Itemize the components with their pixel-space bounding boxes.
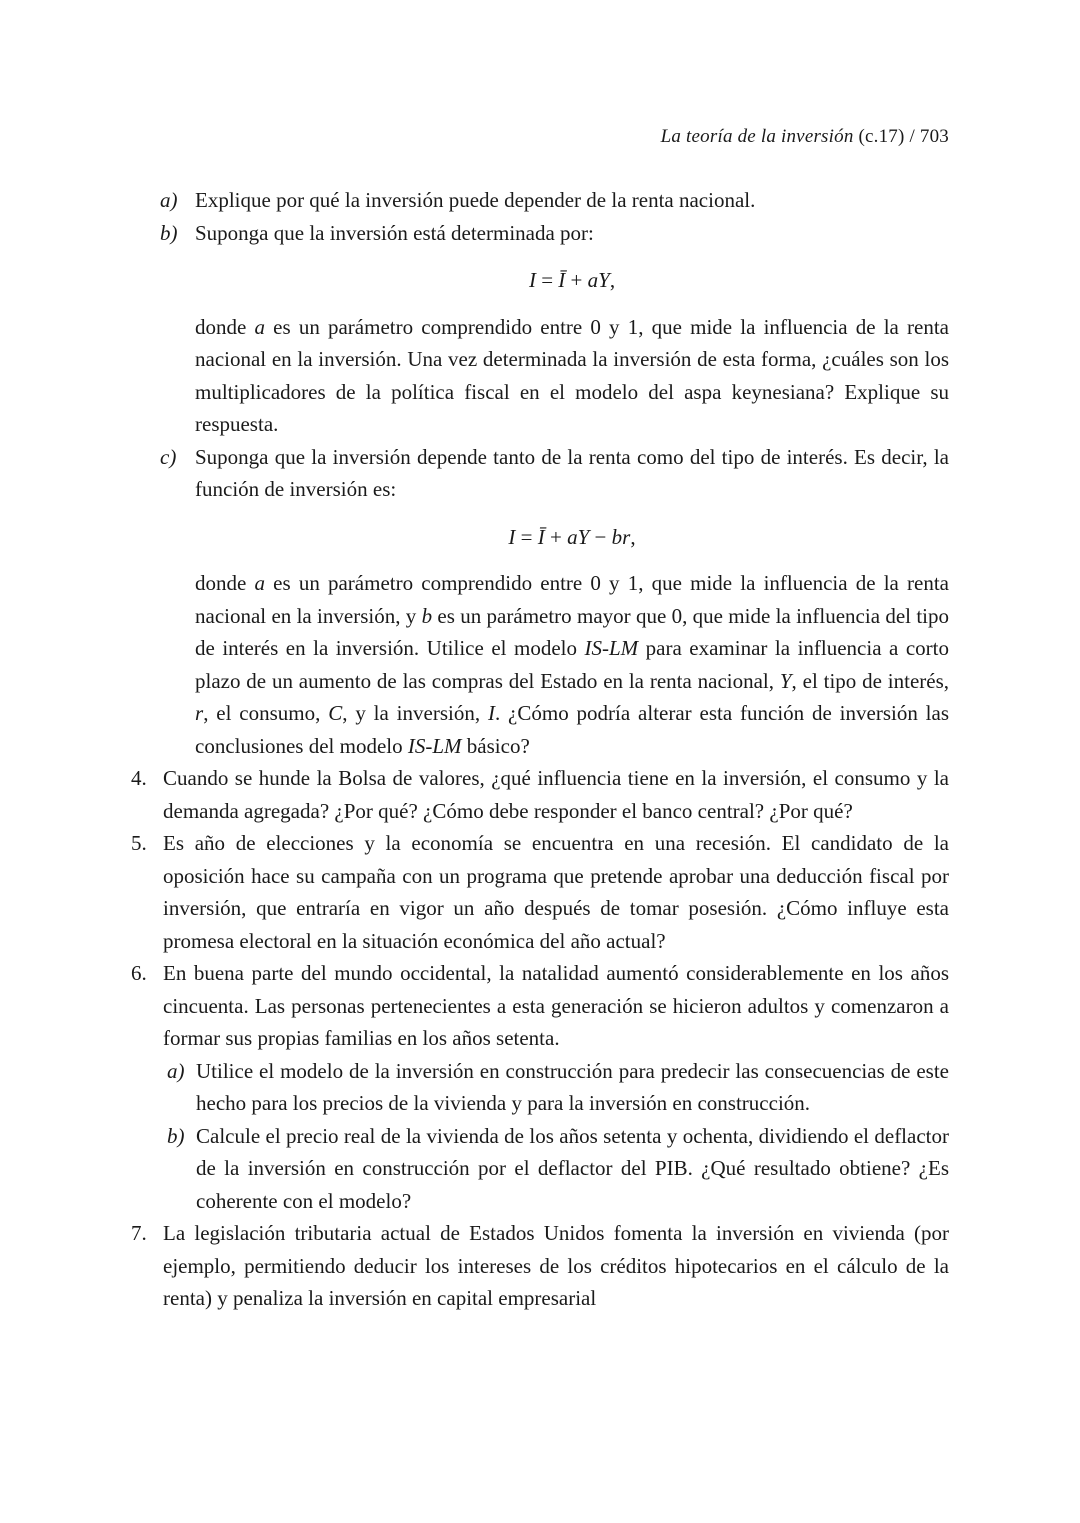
item-label-3c: c) [160, 444, 177, 469]
item-body-6a [196, 1055, 949, 1120]
item-body-6 [163, 957, 949, 1217]
question-6b [167, 1120, 949, 1218]
running-head [661, 126, 949, 148]
paragraph: En buena parte del mundo occidental, la natalidad aumentó considerablemente en los años cincuenta. Las personas pertenecientes a esta generación se hicieron adultos y comenzaron a formar sus propias familias en los años setenta. [163, 961, 949, 1050]
paragraph: Calcule el precio real de la vivienda de los años setenta y ochenta, dividiendo el deflactor de la inversión en construcción por el deflactor del PIB. ¿Qué resultado obtiene? ¿Es coherente con el modelo? [196, 1123, 949, 1213]
item-body-4 [163, 762, 949, 827]
paragraph: Suponga que la inversión está determinada por: [195, 220, 594, 245]
item-label-5: 5. [131, 831, 147, 855]
question-3c [160, 441, 949, 763]
question-5 [131, 827, 949, 957]
paragraph: Utilice el modelo de la inversión en construcción para predecir las consecuencias de este hecho para los precios de la vivienda y para la inversión en construcción. [196, 1058, 949, 1115]
question-4 [131, 762, 949, 827]
paragraph: Explique por qué la inversión puede depender de la renta nacional. [195, 188, 756, 212]
item-label-6a: a) [167, 1058, 185, 1083]
item-label-7: 7. [131, 1221, 147, 1245]
running-head-chapter-title: La teoría de la inversión [660, 126, 854, 147]
paragraph: donde a es un parámetro comprendido entre 0 y 1, que mide la influencia de la renta nacional en la inversión, y b es un parámetro mayor que 0, que mide la influencia del tipo de interés en la inversión. Utilice el modelo IS-LM para examinar la influencia a corto plazo de un aumento de las compras del Estado en la renta nacional, Y, el tipo de interés, r, el consumo, C, y la inversión, I. ¿Cómo podría alterar esta función de inversión las conclusiones del modelo IS-LM básico? [195, 571, 950, 758]
equation-investment-income-interest: I = Ī + aY − br, [508, 524, 636, 549]
item-label-6b: b) [167, 1123, 185, 1148]
item-body-5 [163, 827, 949, 957]
paragraph: Es año de elecciones y la economía se encuentra en una recesión. El candidato de la oposición hace su campaña con un programa que pretende aprobar una deducción fiscal por inversión, que entraría en vigor un año después de tomar posesión. ¿Cómo influye esta promesa electoral en la situación económica del año actual? [163, 831, 949, 953]
question-3b [160, 217, 949, 441]
item-label-4: 4. [131, 766, 147, 790]
item-label-3a: a) [160, 188, 178, 212]
item-label-3b: b) [160, 220, 178, 245]
paragraph: donde a es un parámetro comprendido entre 0 y 1, que mide la influencia de la renta nacional en la inversión. Una vez determinada la inversión de esta forma, ¿cuáles son los multiplicadores de la política fiscal en el modelo del aspa keynesiana? Explique su respuesta. [195, 314, 949, 436]
equation-investment-income: I = Ī + aY, [528, 268, 616, 292]
running-head-page-number: (c.17) / 703 [853, 126, 949, 147]
item-label-6: 6. [131, 961, 147, 985]
paragraph: La legislación tributaria actual de Estados Unidos fomenta la inversión en vivienda (por ejemplo, permitiendo deducir los intereses de los créditos hipotecarios en el cálculo de la renta) y penaliza la inversión en capital empresarial [163, 1221, 949, 1310]
item-body-6b [196, 1120, 949, 1218]
item-body-3b [195, 217, 949, 441]
item-body-7 [163, 1217, 949, 1315]
item-body-3c [195, 441, 949, 763]
content [131, 184, 949, 1315]
question-3a [160, 184, 949, 217]
item-body-3a [195, 184, 949, 217]
paragraph: Suponga que la inversión depende tanto de la renta como del tipo de interés. Es decir, la función de inversión es: [195, 444, 949, 501]
question-6 [131, 957, 949, 1217]
question-7 [131, 1217, 949, 1315]
paragraph: Cuando se hunde la Bolsa de valores, ¿qué influencia tiene en la inversión, el consumo y la demanda agregada? ¿Por qué? ¿Cómo debe responder el banco central? ¿Por qué? [163, 766, 949, 823]
question-6a [167, 1055, 949, 1120]
